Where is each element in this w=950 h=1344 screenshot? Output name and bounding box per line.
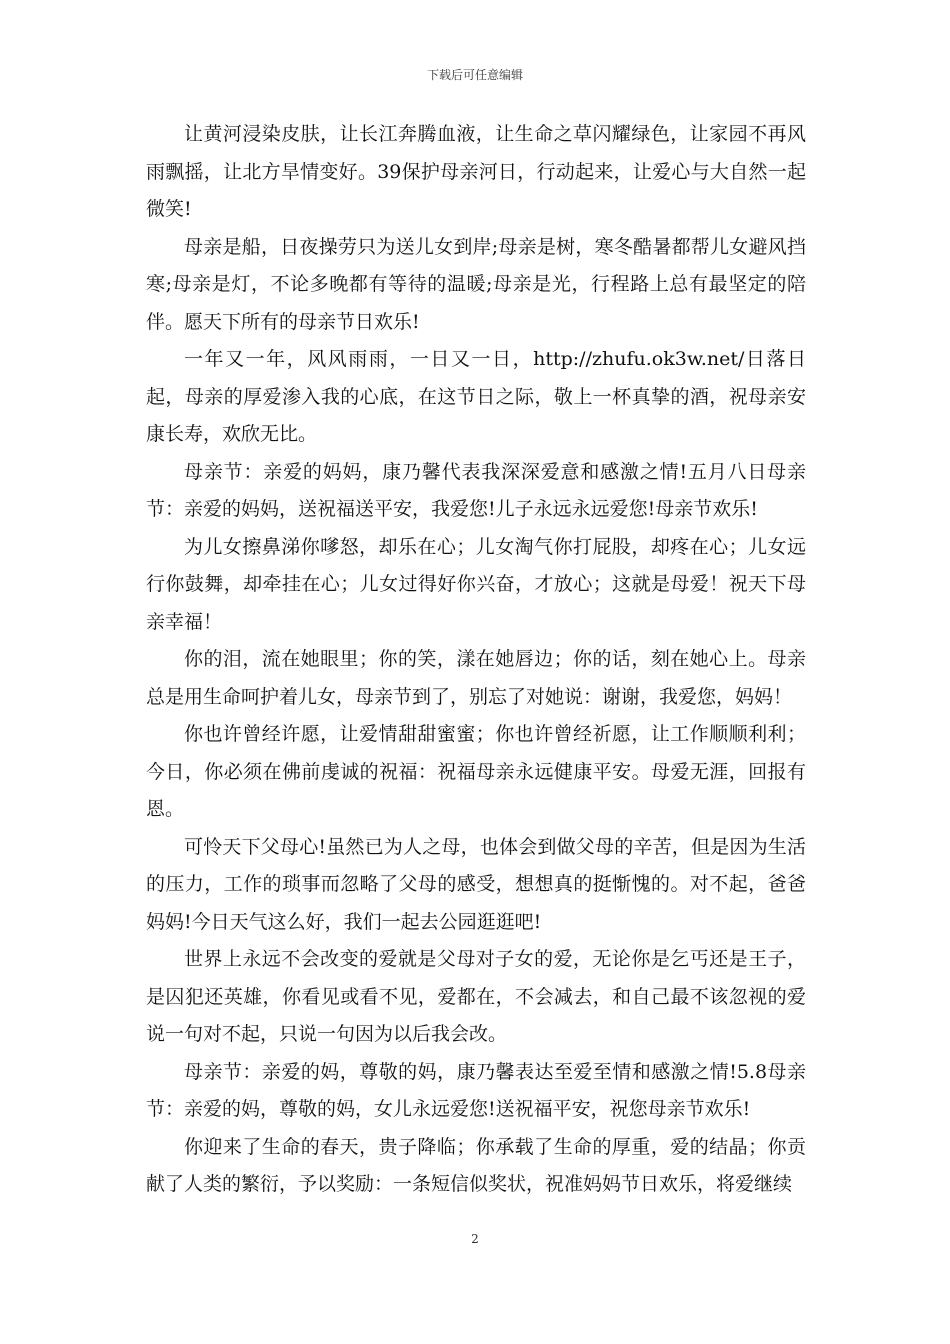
paragraph: 母亲节：亲爱的妈妈，康乃馨代表我深深爱意和感激之情!五月八日母亲节：亲爱的妈妈，送祝福送平安，我爱您!儿子永远永远爱您!母亲节欢乐!: [146, 460, 806, 520]
paragraph: 母亲是船，日夜操劳只为送儿女到岸;母亲是树，寒冬酷暑都帮儿女避风挡寒;母亲是灯，不论多晚都有等待的温暖;母亲是光，行程路上总有最坚定的陪伴。愿天下所有的母亲节日欢乐!: [146, 235, 806, 333]
paragraph: 一年又一年，风风雨雨，一日又一日，http://zhufu.ok3w.net/日落日起，母亲的厚爱渗入我的心底，在这节日之际，敬上一杯真挚的酒，祝母亲安康长寿，欢欣无比。: [146, 348, 806, 445]
paragraph: 母亲节：亲爱的妈，尊敬的妈，康乃馨表达至爱至情和感激之情!5.8母亲节：亲爱的妈，尊敬的妈，女儿永远爱您!送祝福平安，祝您母亲节欢乐!: [146, 1060, 806, 1120]
paragraph: 可怜天下父母心!虽然已为人之母，也体会到做父母的辛苦，但是因为生活的压力，工作的琐事而忽略了父母的感受，想想真的挺惭愧的。对不起，爸爸妈妈!今日天气这么好，我们一起去公园逛逛吧!: [146, 835, 806, 933]
paragraph: 世界上永远不会改变的爱就是父母对子女的爱，无论你是乞丐还是王子，是囚犯还英雄，你看见或看不见，爱都在，不会减去，和自己最不该忽视的爱说一句对不起，只说一句因为以后我会改。: [146, 948, 806, 1045]
paragraph: 你也许曾经许愿，让爱情甜甜蜜蜜；你也许曾经祈愿，让工作顺顺利利；今日，你必须在佛前虔诚的祝福：祝福母亲永远健康平安。母爱无涯，回报有恩。: [146, 723, 806, 820]
page-number: 2: [471, 1232, 479, 1246]
paragraph: 为儿女擦鼻涕你嗲怒，却乐在心；儿女淘气你打屁股，却疼在心；儿女远行你鼓舞，却牵挂在心；儿女过得好你兴奋，才放心；这就是母爱！祝天下母亲幸福！: [146, 535, 806, 633]
document-body: [146, 116, 806, 1204]
page-header: 下载后可任意编辑: [426, 68, 523, 82]
paragraph: 让黄河浸染皮肤，让长江奔腾血液，让生命之草闪耀绿色，让家园不再风雨飘摇，让北方旱情变好。39保护母亲河日，行动起来，让爱心与大自然一起微笑!: [146, 123, 806, 220]
paragraph: 你的泪，流在她眼里；你的笑，漾在她唇边；你的话，刻在她心上。母亲总是用生命呵护着儿女，母亲节到了，别忘了对她说：谢谢，我爱您，妈妈！: [146, 648, 806, 708]
paragraph: 你迎来了生命的春天，贵子降临；你承载了生命的厚重，爱的结晶；你贡献了人类的繁衍，予以奖励：一条短信似奖状，祝准妈妈节日欢乐，将爱继续: [146, 1135, 806, 1195]
